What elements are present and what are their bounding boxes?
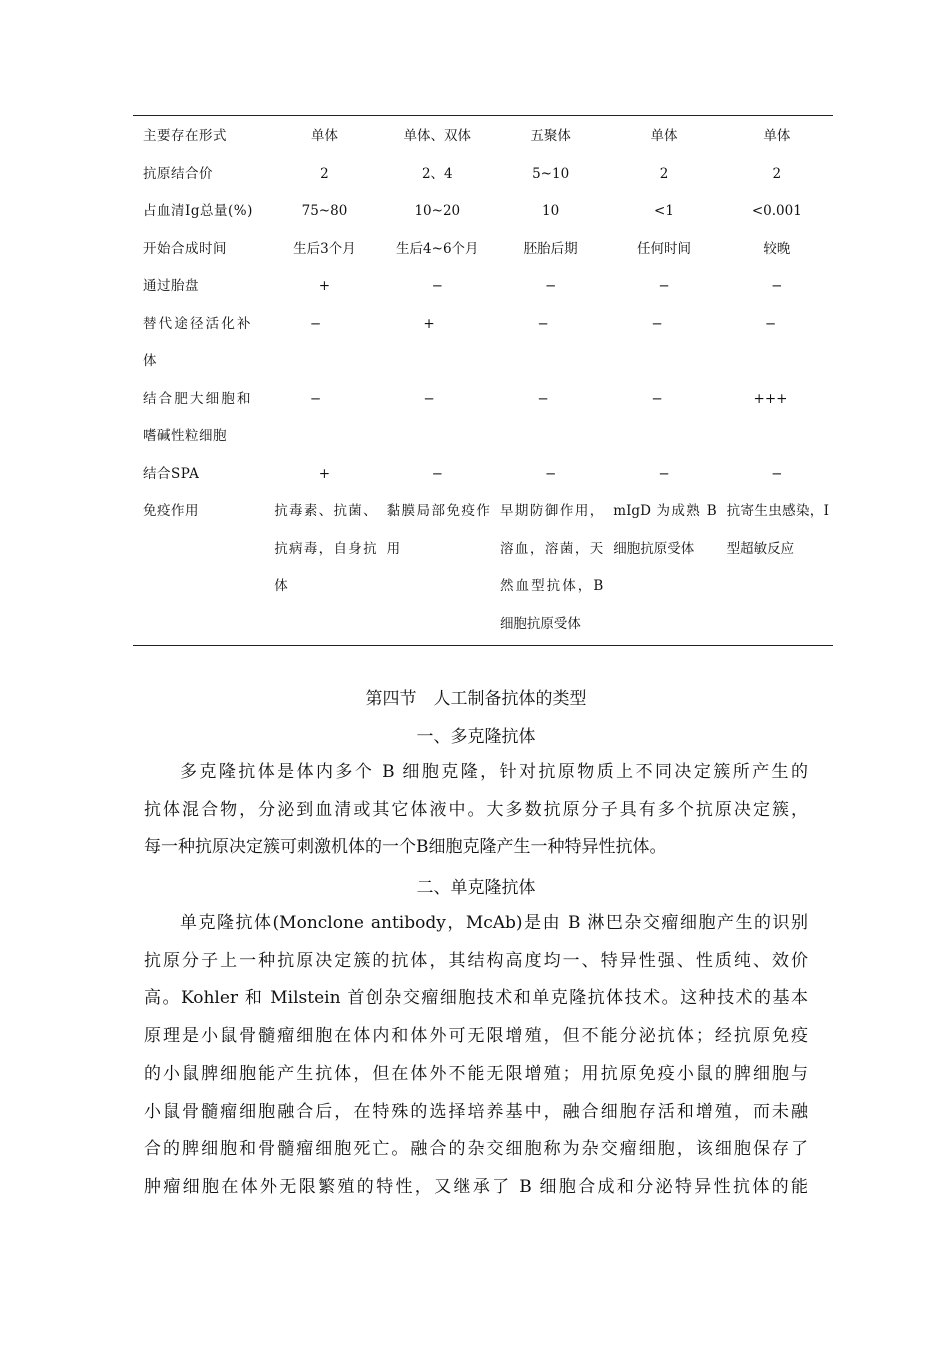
table-cell: 5~10: [532, 165, 570, 182]
table-cell: −: [544, 278, 557, 294]
table-cell: <1: [654, 203, 674, 219]
row-label: 开始合成时间: [143, 240, 227, 257]
table-cell: 单体: [310, 128, 338, 144]
table-cell: 抗寄生虫感染，Ⅰ型超敏反应: [726, 503, 830, 557]
table-cell: 单体: [650, 128, 678, 144]
table-cell: 10~20: [414, 203, 461, 219]
table-cell: 10: [542, 203, 560, 219]
table-row: [133, 268, 833, 306]
table-cell: −: [431, 465, 443, 482]
subsection-title-monoclonal: 二、单克隆抗体: [416, 878, 536, 898]
table-cell: 五聚体: [530, 128, 571, 144]
paragraph-line: 每一种抗原决定簇可刺激机体的一个B细胞克隆产生一种特异性抗体。: [144, 837, 667, 858]
table-cell: 单体、双体: [403, 128, 472, 144]
table-cell: 单体: [763, 128, 791, 144]
table-cell: −: [309, 315, 322, 332]
table-row: [133, 493, 833, 643]
paragraph-line: 高。Kohler 和 Milstein 首创杂交瘤细胞技术和单克隆抗体技术。这种技术的基本: [144, 988, 808, 1009]
paragraph-line: 抗体混合物，分泌到血清或其它体液中。大多数抗原分子具有多个抗原决定簇，: [144, 799, 808, 820]
paragraph-line: 原理是小鼠骨髓瘤细胞在体内和体外可无限增殖，但不能分泌抗体；经抗原免疫: [144, 1026, 808, 1047]
table-cell: 生后3个月: [293, 240, 356, 257]
paragraph-polyclonal: [144, 754, 808, 867]
row-label: 抗原结合价: [143, 165, 213, 182]
paragraph-line: 小鼠骨髓瘤细胞融合后，在特殊的选择培养基中，融合细胞存活和增殖，而未融: [144, 1101, 808, 1122]
table-cell: 任何时间: [636, 240, 691, 257]
row-label: 免疫作用: [143, 503, 199, 519]
table-row: [133, 306, 833, 381]
table-cell: 抗毒素、抗菌、抗病毒，自身抗体: [274, 503, 377, 594]
row-label: 主要存在形式: [143, 128, 227, 144]
table-cell: mIgD 为成熟 B 细胞抗原受体: [613, 503, 717, 557]
paragraph-line: 单克隆抗体(Monclone antibody，McAb)是由 B 淋巴杂交瘤细胞产生的识别: [180, 913, 808, 933]
table-cell: −: [764, 315, 777, 332]
table-cell: −: [431, 278, 443, 294]
table-cell: 生后4~6个月: [396, 240, 479, 257]
table-row: [133, 156, 833, 194]
table-cell: −: [544, 465, 557, 482]
paragraph-line: 的小鼠脾细胞能产生抗体，但在体外不能无限增殖；用抗原免疫小鼠的脾细胞与: [144, 1063, 808, 1084]
table-cell: +++: [753, 390, 788, 407]
row-label: 通过胎盘: [143, 278, 199, 294]
table-cell: −: [771, 278, 783, 294]
table-cell: 2: [659, 165, 669, 182]
table-row: [133, 193, 833, 231]
paragraph-line: 抗原分子上一种抗原决定簇的抗体，其结构高度均一、特异性强、性质纯、效价: [144, 950, 808, 971]
table-cell: 2: [320, 165, 329, 182]
table-cell: −: [771, 465, 783, 482]
table-row: [133, 456, 833, 494]
table-cell: 75~80: [301, 203, 348, 219]
table-cell: −: [537, 315, 549, 332]
table-cell: 2、4: [421, 165, 453, 182]
section-title: 第四节 人工制备抗体的类型: [365, 689, 587, 709]
paragraph-line: 肿瘤细胞在体外无限繁殖的特性，又继承了 B 细胞合成和分泌特异性抗体的能: [144, 1176, 808, 1197]
paragraph-line: 合的脾细胞和骨髓瘤细胞死亡。融合的杂交细胞称为杂交瘤细胞，该细胞保存了: [144, 1139, 808, 1160]
paragraph-line: 多克隆抗体是体内多个 B 细胞克隆，针对抗原物质上不同决定簇所产生的: [180, 762, 808, 782]
table-cell: +: [318, 278, 331, 294]
table-row: [133, 231, 833, 269]
table-cell: 较晚: [763, 240, 791, 257]
table-cell: −: [423, 390, 435, 407]
row-label: 结合肥大细胞和嗜碱性粒细胞: [143, 390, 251, 444]
table-cell: −: [537, 390, 549, 407]
table-cell: <0.001: [751, 203, 802, 219]
table-cell: 胚胎后期: [523, 240, 578, 257]
table-cell: −: [658, 465, 670, 482]
table-cell: −: [309, 390, 322, 407]
table-cell: 黏膜局部免疫作用: [386, 503, 490, 557]
row-label: 结合SPA: [143, 465, 200, 482]
table-cell: +: [318, 465, 331, 482]
table-cell: −: [651, 315, 663, 332]
table-row: [133, 118, 833, 156]
table-cell: −: [651, 390, 663, 407]
table-cell: 早期防御作用，溶血，溶菌，天然血型抗体，B细胞抗原受体: [499, 503, 604, 632]
row-label: 替代途径活化补体: [143, 315, 251, 369]
paragraph-monoclonal: [144, 905, 808, 1207]
immunoglobulin-comparison-table: [133, 115, 833, 646]
table-cell: 2: [772, 165, 782, 182]
subsection-title-polyclonal: 一、多克隆抗体: [416, 727, 536, 747]
table-cell: +: [423, 315, 435, 332]
row-label: 占血清Ig总量(%): [143, 203, 253, 219]
table-row: [133, 381, 833, 456]
table-cell: −: [658, 278, 670, 294]
